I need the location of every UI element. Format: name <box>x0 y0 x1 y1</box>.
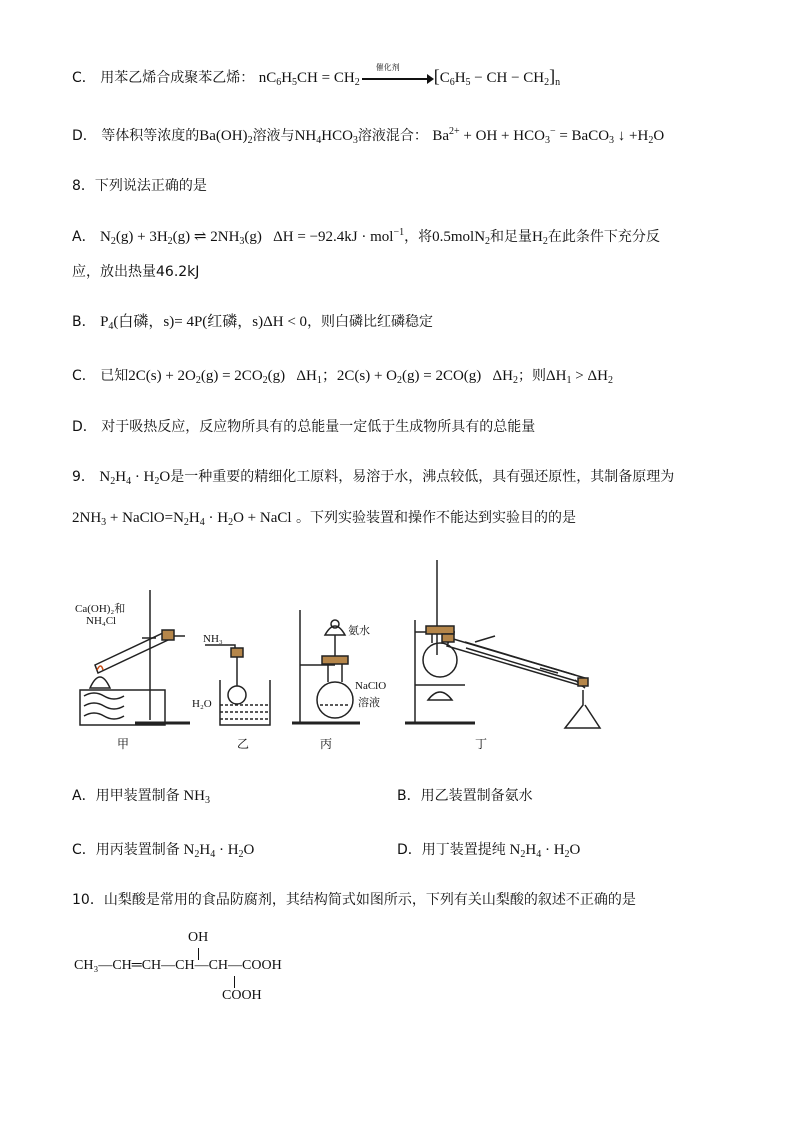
reagent-label: NaClO <box>355 680 387 692</box>
option-text: 溶液与 <box>252 128 295 144</box>
option-text: ，将 <box>404 229 433 245</box>
q9-option-a: A．用甲装置制备 $NH_3$ <box>72 788 210 806</box>
main-chain: CH₃—CH═CH—CH—CH—COOH <box>74 958 282 973</box>
reagent-label: Ca(OH)₂和 <box>75 603 126 615</box>
question-text: 山梨酸是常用的食品防腐剂，其结构简式如图所示，下列有关山梨酸的叙述不正确的是 <box>103 892 636 908</box>
option-text: 等体积等浓度的 <box>101 128 200 144</box>
option-c-line <box>72 63 561 88</box>
apparatus-figure <box>70 560 720 750</box>
sorbic-acid-structure <box>74 930 334 1010</box>
question-8 <box>72 176 207 196</box>
arrow-condition: 催化剂 <box>375 63 400 72</box>
option-text: 和足量 <box>490 229 533 245</box>
question-9: 9． $N_2H_4 \cdot H_2O$是一种重要的精细化工原料，易溶于水，沸点较低，具有强还原性，其制备原理为 <box>72 469 675 487</box>
question-text: 下列说法正确的是 <box>94 178 207 194</box>
question-number: 8． <box>72 178 95 194</box>
carboxyl-group: COOH <box>222 988 262 1003</box>
q8-option-a: A． $N_2(g) + 3H_2(g)$ ⇌ $2NH_3(g) \Delta H = -92.4kJ \cdot mol^{-1}$，将0.5molN$_2$和足量$H_2$在此条件下充分反 <box>72 227 660 247</box>
option-text: 溶液混合： <box>357 128 428 144</box>
option-label: C． <box>72 70 96 86</box>
reagent-label: NH₃ <box>203 633 223 645</box>
option-label: A． <box>72 229 96 245</box>
option-label: B． <box>72 314 96 330</box>
equation: $Ba^{2+}$ + OH + $HCO_3^-$ = BaCO$_3$ ↓ $+H_2O$ <box>432 126 665 146</box>
apparatus-caption-ding: 丁 <box>475 737 488 751</box>
equation: $nC_6H_5CH = CH_2$ 催化剂 [$C_6H_5$ − CH − $CH_2]_n$ <box>259 70 560 86</box>
option-text: D．用丁装置提纯 <box>397 842 506 858</box>
option-text: 已知 <box>100 368 129 384</box>
q9-option-b <box>397 786 533 806</box>
option-text: 对于吸热反应，反应物所具有的总能量一定低于生成物所具有的总能量 <box>101 419 536 435</box>
q8-option-a-cont <box>72 262 199 282</box>
option-label: D． <box>72 419 97 435</box>
reagent-label: NH₄Cl <box>86 615 117 627</box>
question-text: 是一种重要的精细化工原料，易溶于水，沸点较低，具有强还原性，其制备原理为 <box>170 469 675 485</box>
question-number: 10． <box>72 892 104 908</box>
question-text: 。下列实验装置和操作不能达到实验目的的是 <box>296 510 577 526</box>
q9-option-c: C．用丙装置制备 $N_2H_4 \cdot H_2O$ <box>72 842 255 860</box>
formula: $NH_4HCO_3$ <box>294 128 358 146</box>
q8-option-d <box>72 417 535 437</box>
hydroxyl-group: OH <box>188 930 209 945</box>
formula: $Ba(OH)_2$ <box>199 128 253 146</box>
question-number: 9． <box>72 469 95 485</box>
q8-option-b <box>72 312 433 332</box>
reagent-label: 氨水 <box>348 624 370 637</box>
option-text: 用苯乙烯合成聚苯乙烯： <box>100 70 255 86</box>
option-text: 在此条件下充分反 <box>547 229 660 245</box>
option-text: B．用乙装置制备氨水 <box>397 788 533 804</box>
question-10 <box>72 890 636 910</box>
apparatus-drawing <box>70 560 720 750</box>
question-9-cont <box>72 508 576 528</box>
option-text: ；则 <box>518 368 547 384</box>
equation: $2NH_3$ + $NaClO=N_2H_4 \cdot H_2O$ + NaCl <box>72 510 292 528</box>
equation: $2C(s) + 2O_2(g) = 2CO_2(g)$ $\Delta H_1$；$2C(s) + O_2(g) = 2CO(g)$ $\Delta H_2$ <box>128 368 519 386</box>
q8-option-c: C． 已知$2C(s) + 2O_2(g) = 2CO_2(g)$ $\Delta H_1$；$2C(s) + O_2(g) = 2CO(g)$ $\Delta H_2$；则$\Delta H_1 > \Delta H_2$ <box>72 368 613 386</box>
apparatus-caption-bing: 丙 <box>320 737 333 751</box>
option-text: 应，放出热量46.2kJ <box>72 264 200 280</box>
reagent-label: H₂O <box>192 698 212 710</box>
option-d-line <box>72 126 664 146</box>
apparatus-caption-jia: 甲 <box>117 737 130 751</box>
option-label: D． <box>72 128 97 144</box>
option-label: C． <box>72 368 96 384</box>
apparatus-caption-yi: 乙 <box>237 737 250 751</box>
reagent-label: 溶液 <box>358 696 380 709</box>
equation: $P_4$(白磷，s)= 4P(红磷，s)ΔH < 0 <box>100 314 308 332</box>
q9-option-d: D．用丁装置提纯 $N_2H_4 \cdot H_2O$ <box>397 842 581 860</box>
option-text: C．用丙装置制备 <box>72 842 180 858</box>
option-text: ，则白磷比红磷稳定 <box>307 314 434 330</box>
equation: $N_2(g) + 3H_2(g)$ ⇌ $2NH_3(g) \Delta H = -92.4kJ \cdot mol^{-1}$ <box>100 227 405 247</box>
option-text: A．用甲装置制备 <box>72 788 180 804</box>
